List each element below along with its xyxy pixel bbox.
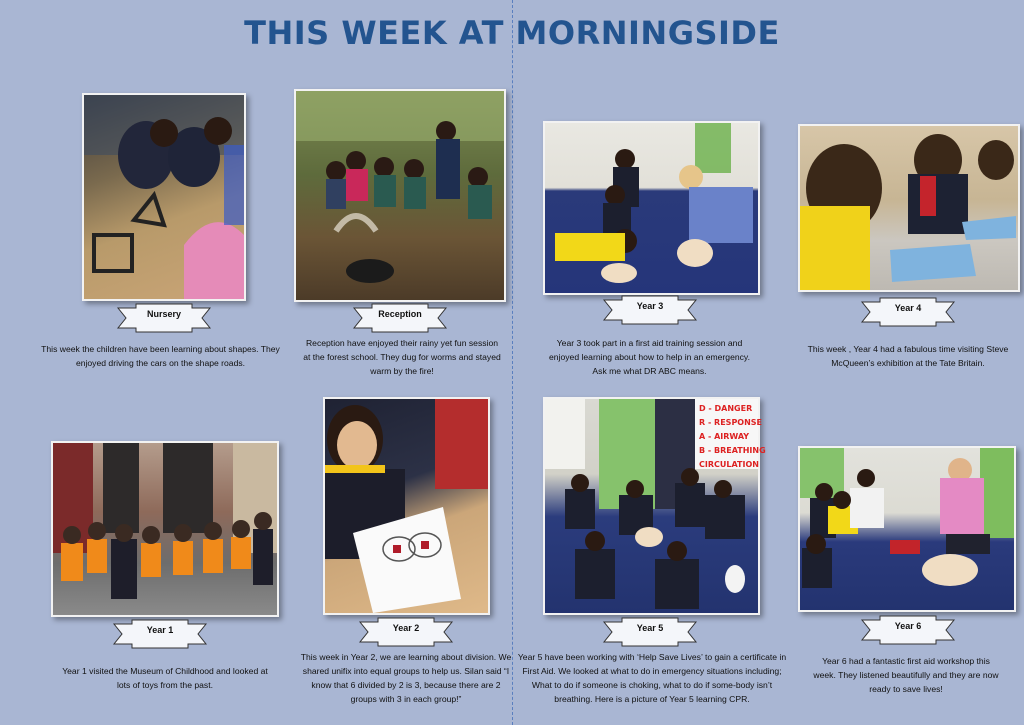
poster-airway: A - AIRWAY	[699, 432, 750, 441]
caption-year-3: Year 3 took part in a first aid training session and enjoyed learning about how to help in an emergency. Ask me what DR ABC means.	[549, 338, 750, 376]
photo-nursery	[82, 93, 246, 301]
caption-year-1: Year 1 visited the Museum of Childhood and looked at lots of toys from the past.	[62, 666, 268, 690]
poster-circulation: CIRCULATION	[699, 460, 759, 469]
banner-label-year-1: Year 1	[146, 625, 174, 635]
banner-label-year-4: Year 4	[894, 303, 922, 313]
photo-year-1	[51, 441, 279, 617]
poster-breathing: B - BREATHING	[699, 446, 766, 455]
poster-response: R - RESPONSE	[699, 418, 763, 427]
banner-label-nursery: Nursery	[146, 309, 182, 319]
banner-label-reception: Reception	[378, 309, 422, 319]
poster-danger: D - DANGER	[699, 404, 753, 413]
banner-year-6	[862, 612, 954, 646]
banner-label-year-3: Year 3	[636, 301, 664, 311]
caption-year-5: Year 5 have been working with ‘Help Save Lives’ to gain a certificate in First Aid. We looked at what to do in emergency situations including; What to do if someone is choking, what to do if some-body isn’t breathing. Here is a picture of Year 5 learning CPR.	[517, 652, 787, 704]
banner-label-year-2: Year 2	[392, 623, 420, 633]
banner-label-year-6: Year 6	[894, 621, 922, 631]
caption-year-2: This week in Year 2, we are learning about division. We shared unifix into equal groups to help us. Silan said “I know that 6 divided by 2 is 3, because there are 2 groups with 3 in each group!”	[300, 652, 512, 704]
caption-year-4: This week , Year 4 had a fabulous time visiting Steve McQueen’s exhibition at the Tate Britain.	[807, 344, 1009, 368]
banner-year-5	[604, 614, 696, 648]
photo-year-3	[543, 121, 760, 295]
photo-year-5	[543, 397, 766, 615]
banner-label-year-5: Year 5	[636, 623, 664, 633]
banner-nursery	[118, 300, 210, 334]
banner-reception	[354, 300, 446, 334]
photo-year-4	[798, 124, 1020, 292]
banner-year-4	[862, 294, 954, 328]
photo-reception	[294, 89, 506, 302]
caption-nursery: This week the children have been learning about shapes. They enjoyed driving the cars on the shape roads.	[41, 344, 280, 368]
caption-year-6: Year 6 had a fantastic first aid workshop this week. They listened beautifully and they are now ready to save lives!	[813, 656, 999, 694]
banner-year-1	[114, 616, 206, 650]
banner-year-2	[360, 614, 452, 648]
photo-year-2	[323, 397, 490, 615]
caption-reception: Reception have enjoyed their rainy yet fun session at the forest school. They dug for worms and stayed warm by the fire!	[303, 338, 501, 376]
photo-year-6	[798, 446, 1016, 612]
page-title: THIS WEEK AT MORNINGSIDE	[244, 14, 780, 52]
page-fold-guide	[512, 0, 513, 725]
banner-year-3	[604, 292, 696, 326]
